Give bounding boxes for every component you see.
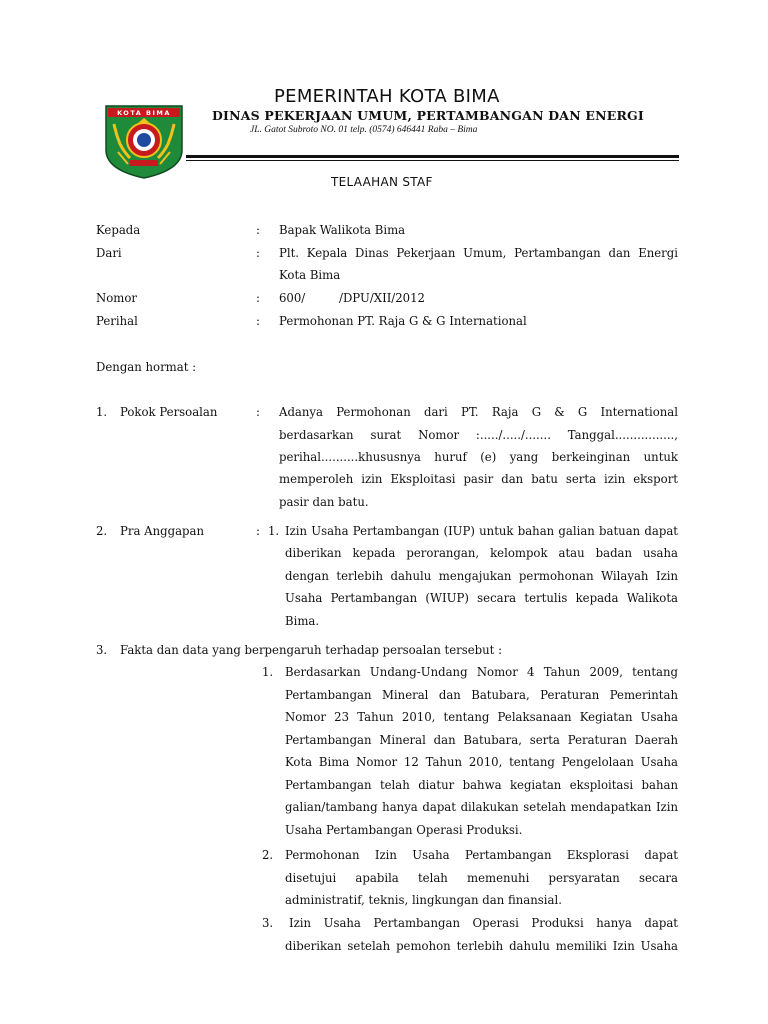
- perihal-value: Permohonan PT. Raja G & G International: [279, 314, 527, 328]
- section-1-label: Pokok Persoalan: [120, 405, 218, 419]
- address-line: JL. Gatot Subroto NO. 01 telp. (0574) 646441 Raba – Bima: [250, 125, 478, 135]
- perihal-label: Perihal: [96, 314, 138, 328]
- letterhead-rule: [186, 155, 679, 158]
- letterhead-rule-thin: [186, 160, 679, 161]
- section-1-line: pasir dan batu.: [279, 495, 369, 509]
- colon: :: [256, 405, 260, 419]
- section-2-line: Bima.: [285, 614, 320, 628]
- dari-value-line-2: Kota Bima: [279, 268, 341, 282]
- fact-item-line: Pertambangan Mineral dan Batubara, Peraturan Pemerintah: [285, 688, 678, 702]
- fact-item-line: disetujui apabila telah memenuhi persyaratan secara: [285, 871, 678, 885]
- fact-item-line: Usaha Pertambangan Operasi Produksi.: [285, 823, 523, 837]
- section-2-number: 2.: [96, 524, 108, 538]
- dari-label: Dari: [96, 246, 122, 260]
- section-2-line: Usaha Pertambangan (WIUP) secara tertulis kepada Walikota: [285, 591, 678, 605]
- fact-item-line: Pertambangan Mineral dan Batubara, serta Peraturan Daerah: [285, 733, 678, 747]
- kepada-label: Kepada: [96, 223, 141, 237]
- fact-item-number: 3.: [262, 916, 274, 930]
- nomor-label: Nomor: [96, 291, 137, 305]
- salutation: Dengan hormat :: [96, 360, 197, 374]
- fact-item-line: Izin Usaha Pertambangan Operasi Produksi hanya dapat: [289, 916, 678, 930]
- colon: :: [256, 246, 260, 260]
- fact-item-line: Berdasarkan Undang-Undang Nomor 4 Tahun 2009, tentang: [285, 665, 678, 679]
- fact-item-line: Pertambangan telah diatur bahwa kegiatan eksploitasi bahan: [285, 778, 678, 792]
- fact-item-line: diberikan setelah pemohon terlebih dahulu memiliki Izin Usaha: [285, 939, 678, 953]
- section-1-line: Adanya Permohonan dari PT. Raja G & G International: [279, 405, 678, 419]
- colon: :: [256, 291, 260, 305]
- fact-item-number: 1.: [262, 665, 274, 679]
- fact-item-line: administratif, teknis, lingkungan dan finansial.: [285, 893, 562, 907]
- fact-item-line: Kota Bima Nomor 12 Tahun 2010, tentang Pengelolaan Usaha: [285, 755, 678, 769]
- section-2-line: Izin Usaha Pertambangan (IUP) untuk bahan galian batuan dapat: [285, 524, 678, 538]
- dari-value-line-1: Plt. Kepala Dinas Pekerjaan Umum, Pertambangan dan Energi: [279, 246, 678, 260]
- section-1-number: 1.: [96, 405, 108, 419]
- section-1-line: berdasarkan surat Nomor :...../...../....... Tanggal................,: [279, 428, 678, 442]
- colon: :: [256, 223, 260, 237]
- section-1-line: perihal..........khususnya huruf (e) yang berkeinginan untuk: [279, 450, 678, 464]
- section-1-line: memperoleh izin Eksploitasi pasir dan batu serta izin eksport: [279, 472, 678, 486]
- kepada-value: Bapak Walikota Bima: [279, 223, 406, 237]
- fact-item-line: Permohonan Izin Usaha Pertambangan Eksplorasi dapat: [285, 848, 678, 862]
- logo-text: KOTA BIMA: [117, 109, 171, 117]
- fact-item-line: Nomor 23 Tahun 2010, tentang Pelaksanaan Kegiatan Usaha: [285, 710, 678, 724]
- colon: :: [256, 314, 260, 328]
- fact-item-number: 2.: [262, 848, 274, 862]
- section-2-line: dengan terlebih dahulu mengajukan permohonan Wilayah Izin: [285, 569, 678, 583]
- section-2-sub-number: 1.: [268, 524, 280, 538]
- kota-bima-coat-of-arms: [104, 104, 184, 180]
- department-name: DINAS PEKERJAAN UMUM, PERTAMBANGAN DAN ENERGI: [212, 108, 644, 123]
- document-title: TELAAHAN STAF: [331, 175, 433, 189]
- section-2-label: Pra Anggapan: [120, 524, 205, 538]
- section-3-number: 3.: [96, 643, 108, 657]
- section-2-line: diberikan kepada perorangan, kelompok atau badan usaha: [285, 546, 678, 560]
- section-3-heading: Fakta dan data yang berpengaruh terhadap persoalan tersebut :: [120, 643, 503, 657]
- fact-item-line: galian/tambang hanya dapat dilakukan setelah mendapatkan Izin: [285, 800, 678, 814]
- colon: :: [256, 524, 260, 538]
- nomor-value-suffix: /DPU/XII/2012: [339, 291, 425, 305]
- government-name: PEMERINTAH KOTA BIMA: [274, 86, 500, 107]
- nomor-value-prefix: 600/: [279, 291, 306, 305]
